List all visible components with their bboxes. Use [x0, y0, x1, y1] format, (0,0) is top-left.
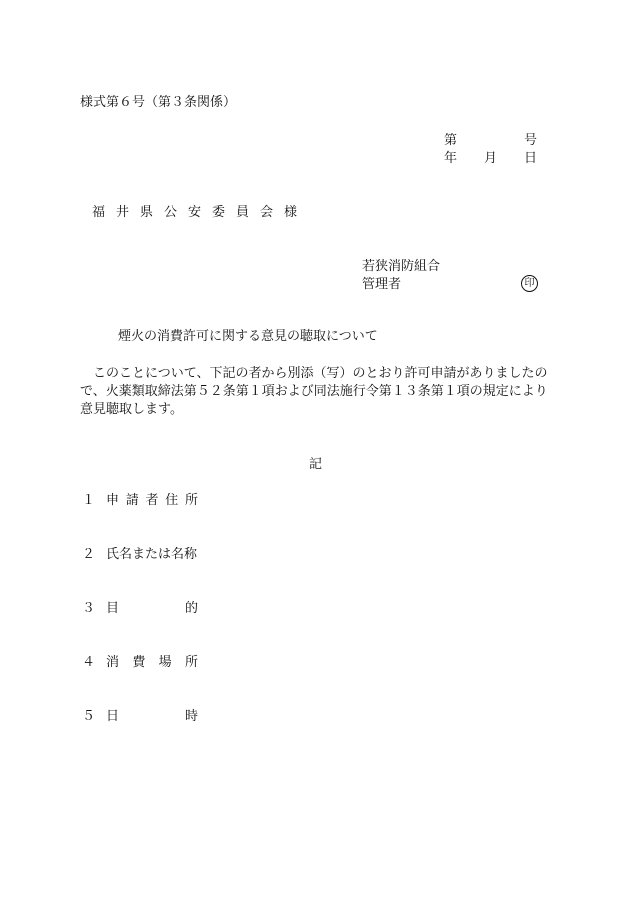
date-day-label: 日: [524, 151, 538, 166]
notation-heading: 記: [309, 457, 323, 472]
item-label: [106, 602, 198, 615]
item-number: ４: [82, 655, 96, 670]
item-label: [106, 494, 198, 507]
date-month-label: 月: [484, 151, 498, 166]
item-label: [106, 548, 197, 561]
body-paragraph: このことについて、下記の者から別添（写）のとおり許可申請がありましたので、火薬類取締法第５２条第１項および同法施行令第１３条第１項の規定により意見聴取します。: [80, 366, 548, 417]
item-label-text: 申請者住所: [106, 493, 198, 508]
sender-title: 管理者: [362, 277, 402, 292]
item-number: ３: [82, 601, 96, 616]
item-label-text: 日時: [106, 709, 198, 724]
item-number: ２: [82, 547, 96, 562]
item-label-text: 氏名または名称: [106, 547, 198, 562]
date-year-label: 年: [444, 151, 458, 166]
sender-organization: 若狭消防組合: [362, 259, 441, 274]
item-label-text: 消費場所: [106, 655, 198, 670]
document-number-suffix: 号: [524, 133, 538, 148]
item-label: [106, 710, 198, 723]
item-label-text: 目的: [106, 601, 198, 616]
document-number-label: 第: [444, 133, 458, 148]
item-number: ５: [82, 709, 96, 724]
subject-line: 煙火の消費許可に関する意見の聴取について: [118, 329, 378, 344]
form-number: 様式第６号（第３条関係）: [80, 95, 237, 110]
seal-mark: 印: [521, 275, 538, 292]
item-number: １: [82, 493, 96, 508]
item-label: [106, 656, 198, 669]
addressee: 福井県公安委員会様: [92, 205, 309, 220]
